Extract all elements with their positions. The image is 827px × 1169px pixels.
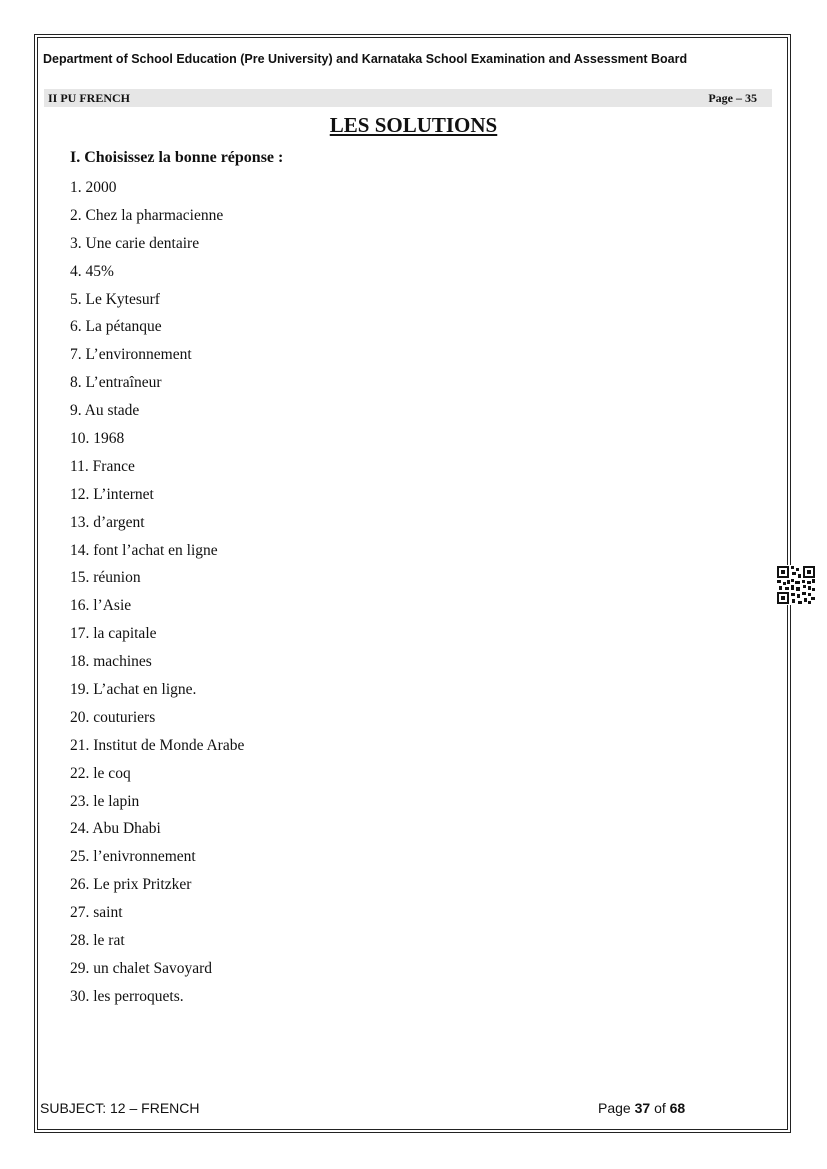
list-item: 23. le lapin [70, 792, 140, 810]
list-item: 28. le rat [70, 932, 125, 950]
list-item: 12. L’internet [70, 485, 154, 503]
footer-page-current: 37 [634, 1100, 651, 1116]
qr-code-icon [776, 565, 816, 605]
list-item: 1. 2000 [70, 179, 117, 196]
footer-page-prefix: Page [598, 1100, 631, 1116]
list-item: 6. La pétanque [70, 318, 162, 336]
list-item: 13. d’argent [70, 513, 145, 531]
list-item: 15. réunion [70, 569, 141, 587]
list-item: 24. Abu Dhabi [70, 820, 161, 838]
subject-short-label: II PU FRENCH [48, 91, 131, 105]
list-item: 3. Une carie dentaire [70, 234, 200, 252]
list-item: 8. L’entraîneur [70, 374, 162, 392]
section-heading: I. Choisissez la bonne réponse : [70, 149, 284, 166]
list-item: 20. couturiers [70, 708, 156, 726]
subject-bar [44, 89, 772, 107]
list-item: 19. L’achat en ligne. [70, 681, 197, 699]
list-item: 16. l’Asie [70, 597, 132, 615]
list-item: 25. l’enivronnement [70, 848, 196, 866]
list-item: 4. 45% [70, 262, 114, 280]
list-item: 22. le coq [70, 764, 131, 782]
list-item: 18. machines [70, 653, 152, 671]
board-header: Department of School Education (Pre University) and Karnataka School Examination and Assessment Board [43, 52, 688, 66]
list-item: 9. Au stade [70, 402, 140, 420]
list-item: 29. un chalet Savoyard [70, 959, 213, 977]
list-item: 14. font l’achat en ligne [70, 541, 218, 559]
page-title: LES SOLUTIONS [329, 113, 498, 137]
list-item: 21. Institut de Monde Arabe [70, 736, 245, 754]
list-item: 2. Chez la pharmacienne [70, 206, 224, 224]
inner-page-number: Page – 35 [708, 91, 757, 105]
list-item: 26. Le prix Pritzker [70, 876, 192, 894]
list-item: 27. saint [70, 904, 123, 922]
footer-page-of: of [654, 1100, 666, 1116]
list-item: 11. France [70, 457, 135, 475]
answer-list [70, 174, 244, 1011]
list-item: 30. les perroquets. [70, 987, 184, 1005]
list-item: 10. 1968 [70, 430, 125, 448]
list-item: 17. la capitale [70, 625, 157, 643]
footer-page-number [598, 1100, 685, 1116]
footer-subject: SUBJECT: 12 – FRENCH [40, 1100, 200, 1116]
footer-page-total: 68 [669, 1100, 686, 1116]
list-item: 5. Le Kytesurf [70, 290, 160, 308]
list-item: 7. L’environnement [70, 346, 192, 364]
